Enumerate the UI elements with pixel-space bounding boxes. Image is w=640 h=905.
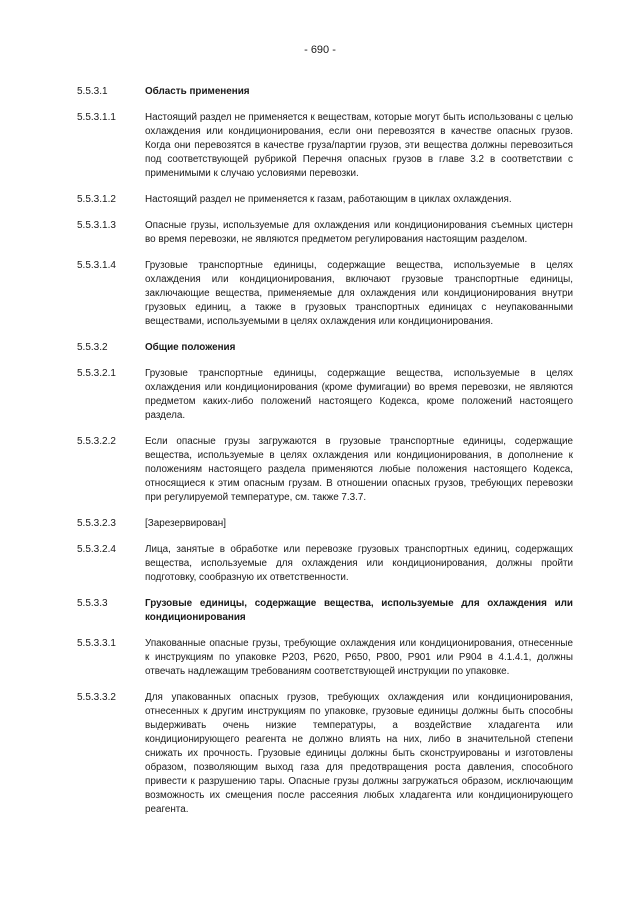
section-5-5-3-2 [77,341,573,355]
page-number: - 690 - [304,44,336,56]
section-number: 5.5.3.2 [77,342,108,353]
section-paragraph: Грузовые транспортные единицы, содержащие вещества, используемые в целях охлаждения или кондиционирования (кроме фумигации) во время перевозки, не являются предметом каких-либо положений настоящего Кодекса, кроме положений настоящего раздела. [145,368,573,421]
document-body [77,85,573,829]
section-number: 5.5.3.2.2 [77,436,116,447]
section-5-5-3-3-1 [77,637,573,679]
section-5-5-3-1 [77,85,573,99]
section-5-5-3-2-1 [77,367,573,423]
section-number: 5.5.3.1.2 [77,194,116,205]
section-heading: Грузовые единицы, содержащие вещества, используемые для охлаждения или кондиционирования [145,598,573,623]
section-paragraph: Грузовые транспортные единицы, содержащие вещества, используемые в целях охлаждения или кондиционирования, включают грузовые транспортные единицы, заключающие вещества, применяемые для охлаждения или кондиционирования внутри грузовых единиц, а также в грузовых транспортных единицах с неупакованными веществами, используемыми в целях охлаждения или кондиционирования. [145,260,573,327]
section-number: 5.5.3.2.1 [77,368,116,379]
section-5-5-3-2-2 [77,435,573,505]
section-5-5-3-1-4 [77,259,573,329]
section-5-5-3-1-2 [77,193,573,207]
section-paragraph: Опасные грузы, используемые для охлаждения или кондиционирования съемных цистерн во время перевозки, не являются предметом регулирования настоящим разделом. [145,220,573,245]
section-number: 5.5.3.3.1 [77,638,116,649]
section-number: 5.5.3.1.4 [77,260,116,271]
section-number: 5.5.3.2.3 [77,518,116,529]
section-paragraph: Если опасные грузы загружаются в грузовые транспортные единицы, содержащие вещества, используемые в целях охлаждения или кондиционирования, в дополнение к положениям настоящего раздела применяются любые положения настоящего Кодекса, относящиеся к этим опасным грузам. В отношении опасных грузов, требующих перевозки при регулируемой температуре, см. также 7.3.7. [145,436,573,503]
section-5-5-3-2-3 [77,517,573,531]
section-heading: Общие положения [145,342,236,353]
section-5-5-3-3-2 [77,691,573,817]
section-number: 5.5.3.2.4 [77,544,116,555]
section-5-5-3-1-3 [77,219,573,247]
section-paragraph: Настоящий раздел не применяется к веществам, которые могут быть использованы с целью охлаждения или кондиционирования, если они перевозятся в качестве опасных грузов. Когда они перевозятся в качестве груза/партии грузов, эти вещества должны перевозиться под соответствующей рубрикой Перечня опасных грузов в главе 3.2 в соответствии с применимыми к случаю условиями перевозки. [145,112,573,179]
section-paragraph: Упакованные опасные грузы, требующие охлаждения или кондиционирования, отнесенные к инструкциям по упаковке P203, P620, P650, P800, P901 или P904 в 4.1.4.1, должны отвечать надлежащим требованиям соответствующей инструкции по упаковке. [145,638,573,677]
section-number: 5.5.3.3 [77,598,108,609]
section-number: 5.5.3.1.3 [77,220,116,231]
section-paragraph: Лица, занятые в обработке или перевозке грузовых транспортных единиц, содержащих вещества, используемые для охлаждения или кондиционирования, должны пройти подготовку, сообразную их ответственности. [145,544,573,583]
section-paragraph: Настоящий раздел не применяется к газам, работающим в циклах охлаждения. [145,194,512,205]
section-paragraph: Для упакованных опасных грузов, требующих охлаждения или кондиционирования, отнесенных к другим инструкциям по упаковке, грузовые единицы должны быть способны выдерживать очень низкие температуры, а воздействие хладагента или кондиционирующего реагента не должно влиять на них, либо в значительной степени снижать их прочность. Грузовые единицы должны быть сконструированы и изготовлены образом, позволяющим выход газа для предотвращения роста давления, способного привести к разрушению тары. Опасные грузы должны загружаться образом, исключающим возможность их смещения после рассеяния любых хладагента или кондиционирующего реагента. [145,692,573,815]
section-paragraph: [Зарезервирован] [145,518,226,529]
section-5-5-3-3 [77,597,573,625]
section-5-5-3-1-1 [77,111,573,181]
section-number: 5.5.3.1.1 [77,112,116,123]
section-heading: Область применения [145,86,250,97]
section-5-5-3-2-4 [77,543,573,585]
section-number: 5.5.3.1 [77,86,108,97]
section-number: 5.5.3.3.2 [77,692,116,703]
